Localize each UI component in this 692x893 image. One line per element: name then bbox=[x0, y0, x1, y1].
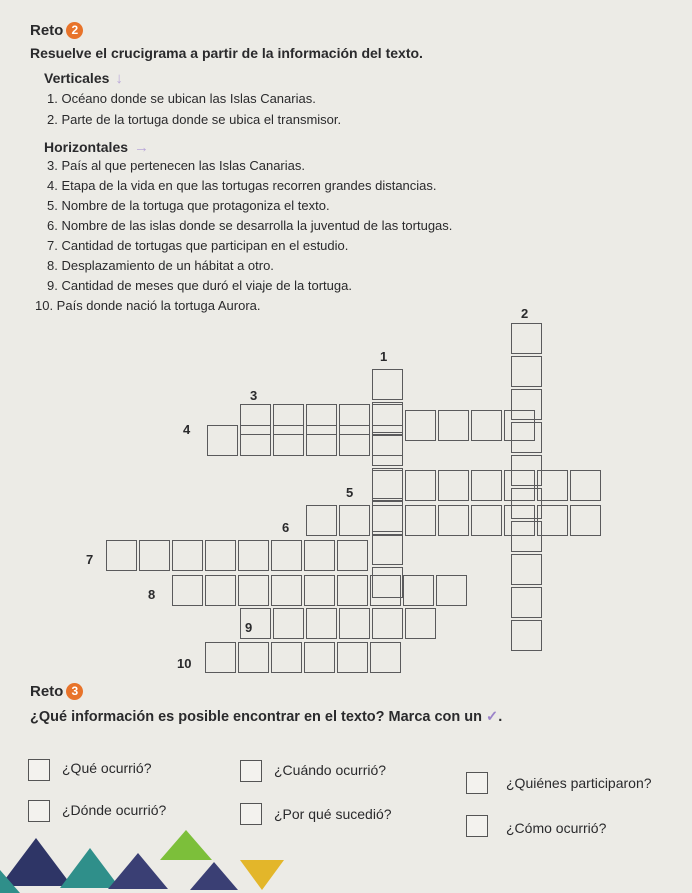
crossword-cell[interactable] bbox=[570, 505, 601, 536]
crossword-cell[interactable] bbox=[339, 425, 370, 456]
checkbox-que-ocurrio[interactable] bbox=[28, 759, 50, 781]
crossword-cell[interactable] bbox=[405, 410, 436, 441]
crossword-cell[interactable] bbox=[471, 470, 502, 501]
option-por-que-sucedio: ¿Por qué sucedió? bbox=[274, 806, 392, 822]
crossword-cell[interactable] bbox=[337, 642, 368, 673]
crossword-cell[interactable] bbox=[438, 505, 469, 536]
crossword-cell[interactable] bbox=[370, 642, 401, 673]
crossword-cell[interactable] bbox=[537, 505, 568, 536]
crossword-cell[interactable] bbox=[304, 540, 335, 571]
grid-number-4: 4 bbox=[183, 422, 191, 437]
checkbox-como-ocurrio[interactable] bbox=[466, 815, 488, 837]
crossword-cell[interactable] bbox=[372, 369, 403, 400]
crossword-cell[interactable] bbox=[207, 425, 238, 456]
crossword-cell[interactable] bbox=[271, 642, 302, 673]
crossword-cell[interactable] bbox=[205, 642, 236, 673]
grid-number-3: 3 bbox=[250, 388, 258, 403]
crossword-cell[interactable] bbox=[504, 470, 535, 501]
crossword-cell[interactable] bbox=[273, 608, 304, 639]
decor-triangle bbox=[240, 860, 284, 890]
clue-h9: 9. Cantidad de meses que duró el viaje de la tortuga. bbox=[47, 278, 352, 293]
horizontales-heading bbox=[44, 139, 149, 156]
grid-number-5: 5 bbox=[346, 485, 354, 500]
crossword-cell[interactable] bbox=[511, 356, 542, 387]
crossword-cell[interactable] bbox=[570, 470, 601, 501]
grid-number-10: 10 bbox=[177, 656, 192, 671]
crossword-cell[interactable] bbox=[511, 323, 542, 354]
reto-2-title bbox=[30, 22, 83, 39]
crossword-cell[interactable] bbox=[511, 554, 542, 585]
crossword-cell[interactable] bbox=[372, 608, 403, 639]
crossword-cell[interactable] bbox=[306, 425, 337, 456]
grid-number-8: 8 bbox=[148, 587, 156, 602]
reto-3-title bbox=[30, 683, 83, 700]
crossword-cell[interactable] bbox=[436, 575, 467, 606]
checkbox-donde-ocurrio[interactable] bbox=[28, 800, 50, 822]
clue-h3: 3. País al que pertenecen las Islas Canarias. bbox=[47, 158, 305, 173]
clue-v2: 2. Parte de la tortuga donde se ubica el transmisor. bbox=[47, 112, 342, 127]
option-cuando-ocurrio: ¿Cuándo ocurrió? bbox=[274, 762, 387, 778]
clue-h6: 6. Nombre de las islas donde se desarrolla la juventud de las tortugas. bbox=[47, 218, 453, 233]
check-mark-icon: ✓ bbox=[486, 709, 499, 725]
crossword-cell[interactable] bbox=[306, 608, 337, 639]
crossword-cell[interactable] bbox=[471, 410, 502, 441]
crossword-cell[interactable] bbox=[405, 608, 436, 639]
crossword-cell[interactable] bbox=[403, 575, 434, 606]
crossword-cell[interactable] bbox=[172, 575, 203, 606]
crossword-cell[interactable] bbox=[139, 540, 170, 571]
checkbox-quienes-participaron[interactable] bbox=[466, 772, 488, 794]
crossword-cell[interactable] bbox=[238, 642, 269, 673]
crossword-cell[interactable] bbox=[304, 575, 335, 606]
crossword-cell[interactable] bbox=[511, 620, 542, 651]
crossword-cell[interactable] bbox=[172, 540, 203, 571]
grid-number-6: 6 bbox=[282, 520, 290, 535]
crossword-cell[interactable] bbox=[273, 425, 304, 456]
crossword-cell[interactable] bbox=[372, 534, 403, 565]
crossword-cell[interactable] bbox=[271, 575, 302, 606]
crossword-cell[interactable] bbox=[438, 470, 469, 501]
verticales-heading bbox=[44, 70, 123, 87]
crossword-cell[interactable] bbox=[304, 642, 335, 673]
reto-label: Reto bbox=[30, 683, 64, 700]
crossword-cell[interactable] bbox=[271, 540, 302, 571]
reto-number-badge: 3 bbox=[66, 683, 83, 700]
crossword-cell[interactable] bbox=[438, 410, 469, 441]
option-donde-ocurrio: ¿Dónde ocurrió? bbox=[62, 802, 167, 818]
crossword-cell[interactable] bbox=[205, 540, 236, 571]
crossword-cell[interactable] bbox=[372, 425, 403, 456]
crossword-cell[interactable] bbox=[337, 575, 368, 606]
decor-triangle bbox=[108, 853, 168, 889]
crossword-cell[interactable] bbox=[238, 540, 269, 571]
clue-h7: 7. Cantidad de tortugas que participan en el estudio. bbox=[47, 238, 349, 253]
arrow-down-icon: ↓ bbox=[115, 70, 123, 87]
clue-h5: 5. Nombre de la tortuga que protagoniza el texto. bbox=[47, 198, 330, 213]
crossword-cell[interactable] bbox=[306, 505, 337, 536]
crossword-cell[interactable] bbox=[106, 540, 137, 571]
reto-label: Reto bbox=[30, 22, 64, 39]
clue-v1: 1. Océano donde se ubican las Islas Canarias. bbox=[47, 91, 316, 106]
crossword-cell[interactable] bbox=[504, 410, 535, 441]
checkbox-cuando-ocurrio[interactable] bbox=[240, 760, 262, 782]
clue-h8: 8. Desplazamiento de un hábitat a otro. bbox=[47, 258, 274, 273]
grid-number-1: 1 bbox=[380, 349, 388, 364]
clue-h4: 4. Etapa de la vida en que las tortugas recorren grandes distancias. bbox=[47, 178, 437, 193]
instruction: Resuelve el crucigrama a partir de la información del texto. bbox=[30, 45, 423, 61]
crossword-cell[interactable] bbox=[405, 470, 436, 501]
grid-number-7: 7 bbox=[86, 552, 94, 567]
crossword-cell[interactable] bbox=[238, 575, 269, 606]
clue-h10: 10. País donde nació la tortuga Aurora. bbox=[35, 298, 261, 313]
option-como-ocurrio: ¿Cómo ocurrió? bbox=[506, 820, 607, 836]
crossword-cell[interactable] bbox=[339, 505, 370, 536]
decor-triangle bbox=[0, 870, 20, 893]
crossword-cell[interactable] bbox=[337, 540, 368, 571]
grid-number-2: 2 bbox=[521, 306, 529, 321]
crossword-cell[interactable] bbox=[205, 575, 236, 606]
crossword-cell[interactable] bbox=[511, 587, 542, 618]
option-quienes-participaron: ¿Quiénes participaron? bbox=[506, 775, 652, 791]
grid-number-9: 9 bbox=[245, 620, 253, 635]
reto-number-badge: 2 bbox=[66, 22, 83, 39]
verticales-label: Verticales bbox=[44, 70, 110, 86]
question-text: ¿Qué información es posible encontrar en el texto? Marca con un bbox=[30, 709, 483, 725]
option-que-ocurrio: ¿Qué ocurrió? bbox=[62, 760, 152, 776]
arrow-right-icon: → bbox=[134, 139, 150, 156]
crossword-cell[interactable] bbox=[372, 505, 403, 536]
decor-triangle bbox=[190, 862, 238, 890]
crossword-cell[interactable] bbox=[537, 470, 568, 501]
crossword-cell[interactable] bbox=[370, 575, 401, 606]
crossword-cell[interactable] bbox=[339, 608, 370, 639]
crossword-cell[interactable] bbox=[372, 470, 403, 501]
horizontales-label: Horizontales bbox=[44, 139, 129, 155]
crossword-cell[interactable] bbox=[504, 505, 535, 536]
decor-triangle bbox=[160, 830, 212, 860]
checkbox-por-que-sucedio[interactable] bbox=[240, 803, 262, 825]
crossword-cell[interactable] bbox=[471, 505, 502, 536]
crossword-cell[interactable] bbox=[405, 505, 436, 536]
crossword-cell[interactable] bbox=[240, 425, 271, 456]
reto-3-question: ¿Qué información es posible encontrar en el texto? Marca con un ✓. bbox=[30, 709, 503, 725]
